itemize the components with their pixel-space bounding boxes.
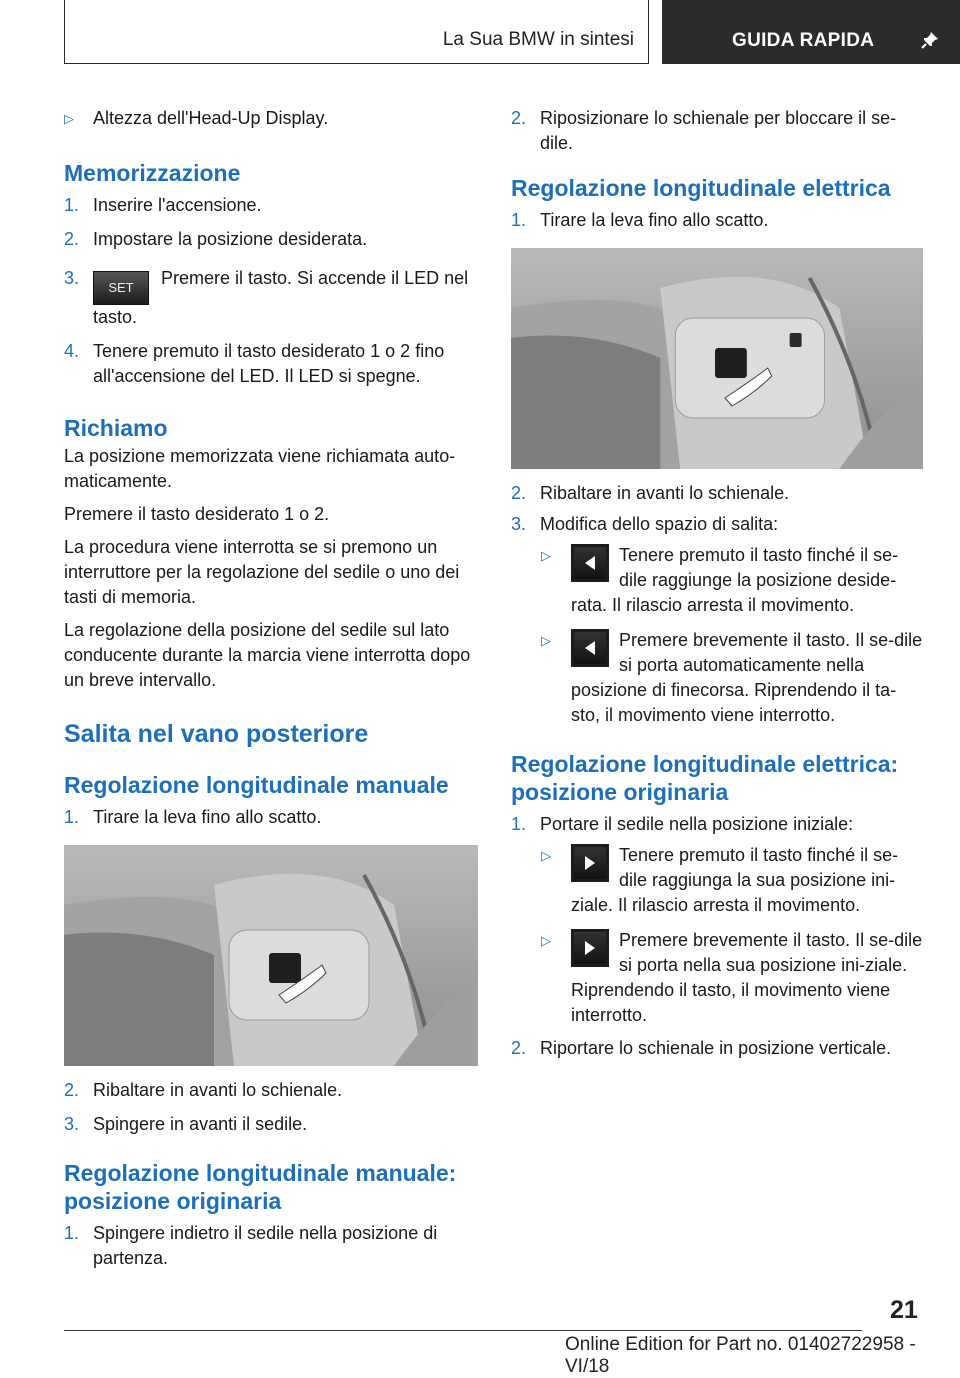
list-item: 3. Modifica dello spazio di salita: (511, 514, 779, 534)
sub-list-item: ▷ Tenere premuto il tasto finché il se-dile raggiunga la sua posizione ini-ziale. Il rilascio arresta il movimento. (541, 845, 899, 915)
sub-list-item: ▷ Tenere premuto il tasto finché il se-dile raggiunge la posizione deside-rata. Il rilascio arresta il movimento. (541, 545, 899, 615)
set-key-icon: SET (93, 271, 149, 305)
heading-salita: Salita nel vano posteriore (64, 720, 369, 748)
arrow-left-key-icon (571, 544, 609, 582)
list-item: 2. Riportare lo schienale in posizione verticale. (511, 1038, 892, 1058)
arrow-right-key-icon (571, 844, 609, 882)
list-item: 2. Riposizionare lo schienale per bloccare il se-dile. (511, 108, 897, 153)
list-item: 2. Impostare la posizione desiderata. (64, 229, 368, 249)
list-item: 1. Tirare la leva fino allo scatto. (64, 807, 322, 827)
paragraph: Premere il tasto desiderato 1 o 2. (64, 504, 330, 524)
heading-elettrica-orig: Regolazione longitudinale elettrica: posizione originaria (511, 751, 899, 805)
seat-lever-photo (511, 248, 923, 469)
list-item: 1. Tirare la leva fino allo scatto. (511, 210, 769, 230)
list-item: 2. Ribaltare in avanti lo schienale. (64, 1080, 343, 1100)
list-item: ▷ Altezza dell'Head-Up Display. (64, 106, 476, 131)
list-item: 3. Spingere in avanti il sedile. (64, 1114, 308, 1134)
left-column (64, 100, 476, 1271)
bullet-triangle-icon: ▷ (541, 848, 551, 863)
arrow-right-key-icon (571, 929, 609, 967)
heading-elettrica: Regolazione longitudinale elettrica (511, 175, 891, 201)
list-item: 1. Spingere indietro il sedile nella posizione di partenza. (64, 1223, 438, 1268)
edition-text: Online Edition for Part no. 01402722958 - VI/18 (565, 1334, 916, 1377)
bullet-triangle-icon: ▷ (64, 111, 74, 126)
header-section-title: La Sua BMW in sintesi (442, 29, 634, 50)
header-tab[interactable] (662, 0, 960, 64)
bullet-triangle-icon: ▷ (541, 633, 551, 648)
seat-lever-photo (64, 845, 478, 1066)
footer-divider (64, 1330, 862, 1331)
list-item: 4. Tenere premuto il tasto desiderato 1 o 2 fino all'accensione del LED. Il LED si spegne. (64, 341, 445, 386)
heading-manuale: Regolazione longitudinale manuale (64, 772, 449, 798)
heading-memorizzazione: Memorizzazione (64, 160, 241, 186)
bullet-triangle-icon: ▷ (541, 933, 551, 948)
list-item: 1. Portare il sedile nella posizione iniziale: (511, 814, 854, 834)
heading-richiamo: Richiamo (64, 415, 168, 441)
paragraph: La regolazione della posizione del sedile sul lato conducente durante la marcia viene interrotta dopo un breve intervallo. (64, 620, 471, 690)
paragraph: La procedura viene interrotta se si premono un interruttore per la regolazione del sedile o uno dei tasti di memoria. (64, 537, 460, 607)
pin-icon (920, 30, 940, 50)
paragraph: La posizione memorizzata viene richiamata auto-maticamente. (64, 446, 456, 491)
right-column (511, 100, 923, 1061)
sub-list-item: ▷ Premere brevemente il tasto. Il se-dile si porta nella sua posizione ini-ziale. Riprendendo il tasto, il movimento viene interrotto. (541, 930, 923, 1025)
list-item: 3. SET Premere il tasto. Si accende il LED nel tasto. (64, 268, 469, 327)
list-item: 1. Inserire l'accensione. (64, 195, 262, 215)
sub-list-item: ▷ Premere brevemente il tasto. Il se-dile si porta automaticamente nella posizione di finecorsa. Riprendendo il ta-sto, il movimento viene interrotto. (541, 630, 923, 725)
list-item: 2. Ribaltare in avanti lo schienale. (511, 483, 790, 503)
header-section-box (64, 0, 649, 64)
heading-manuale-orig: Regolazione longitudinale manuale: posizione originaria (64, 1160, 457, 1214)
header-tab-label: GUIDA RAPIDA (732, 30, 875, 51)
page-number: 21 (890, 1296, 918, 1324)
arrow-left-key-icon (571, 629, 609, 667)
bullet-triangle-icon: ▷ (541, 548, 551, 563)
